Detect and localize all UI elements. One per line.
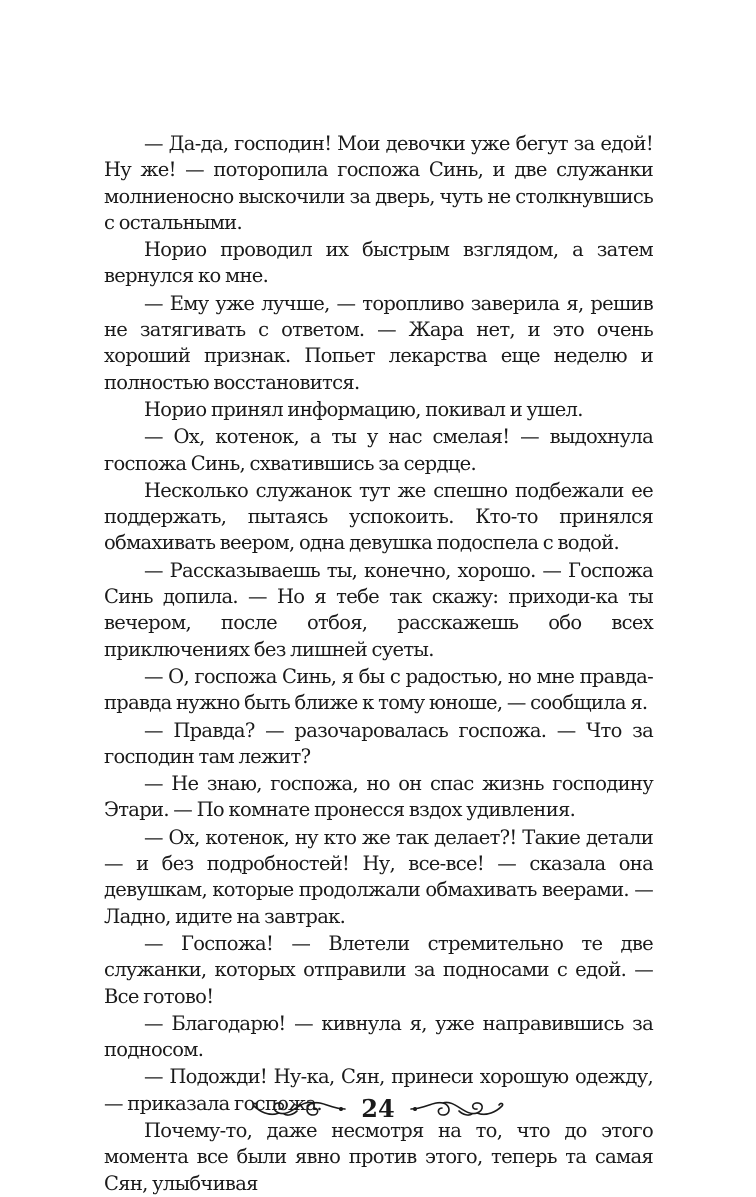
paragraph: — О, госпожа Синь, я бы с радостью, но мне правда-правда нужно быть ближе к тому юноше, — сообщила я. [104, 664, 653, 715]
paragraph: — Ему уже лучше, — торопливо заверила я, решив не затягивать с ответом. — Жара нет, и это очень хороший признак. Попьет лекарства еще неделю и полностью восстановится. [104, 291, 653, 394]
page-number: 24 [361, 1094, 395, 1123]
paragraph: — Ох, котенок, ну кто же так делает?! Такие детали — и без подробностей! Ну, все-все! — сказала она девушкам, которые продолжали обмахивать веерами. — Ладно, идите на завтрак. [104, 825, 653, 928]
paragraph: — Госпожа! — Влетели стремительно те две служанки, которых отправили за подносами с едой. — Все готово! [104, 931, 653, 1008]
page-body [104, 131, 653, 1197]
paragraph: Норио проводил их быстрым взглядом, а затем вернулся ко мне. [104, 238, 653, 288]
paragraph: Норио принял информацию, покивал и ушел. [144, 397, 583, 421]
paragraph: Почему-то, даже несмотря на то, что до этого момента все были явно против этого, теперь та самая Сян, улыбчивая [104, 1118, 653, 1195]
left-ornament-icon [251, 1097, 347, 1121]
right-ornament-icon [409, 1097, 505, 1121]
paragraph: — Да-да, господин! Мои девочки уже бегут за едой! Ну же! — поторопила госпожа Синь, и две служанки молниеносно выскочили за дверь, чуть не столкнувшись с остальными. [104, 132, 653, 234]
paragraph: — Правда? — разочаровалась госпожа. — Что за господин там лежит? [104, 718, 653, 768]
paragraph: — Ох, котенок, а ты у нас смелая! — выдохнула госпожа Синь, схватившись за сердце. [104, 425, 653, 475]
paragraph: — Не знаю, госпожа, но он спас жизнь господину Этари. — По комнате пронесся вздох удивления. [104, 772, 653, 822]
paragraph: — Благодарю! — кивнула я, уже направившись за подносом. [104, 1011, 653, 1062]
paragraph: Несколько служанок тут же спешно подбежали ее поддержать, пытаясь успокоить. Кто-то принялся обмахивать веером, одна девушка подоспела с водой. [104, 478, 653, 555]
paragraph: — Рассказываешь ты, конечно, хорошо. — Госпожа Синь допила. — Но я тебе так скажу: приходи-ка ты вечером, после отбоя, расскажешь обо всех приключениях без лишней суеты. [104, 558, 653, 661]
page-footer [0, 1091, 756, 1127]
paragraph: — Подожди! Ну-ка, Сян, принеси хорошую одежду, — приказала госпожа. [104, 1065, 653, 1115]
